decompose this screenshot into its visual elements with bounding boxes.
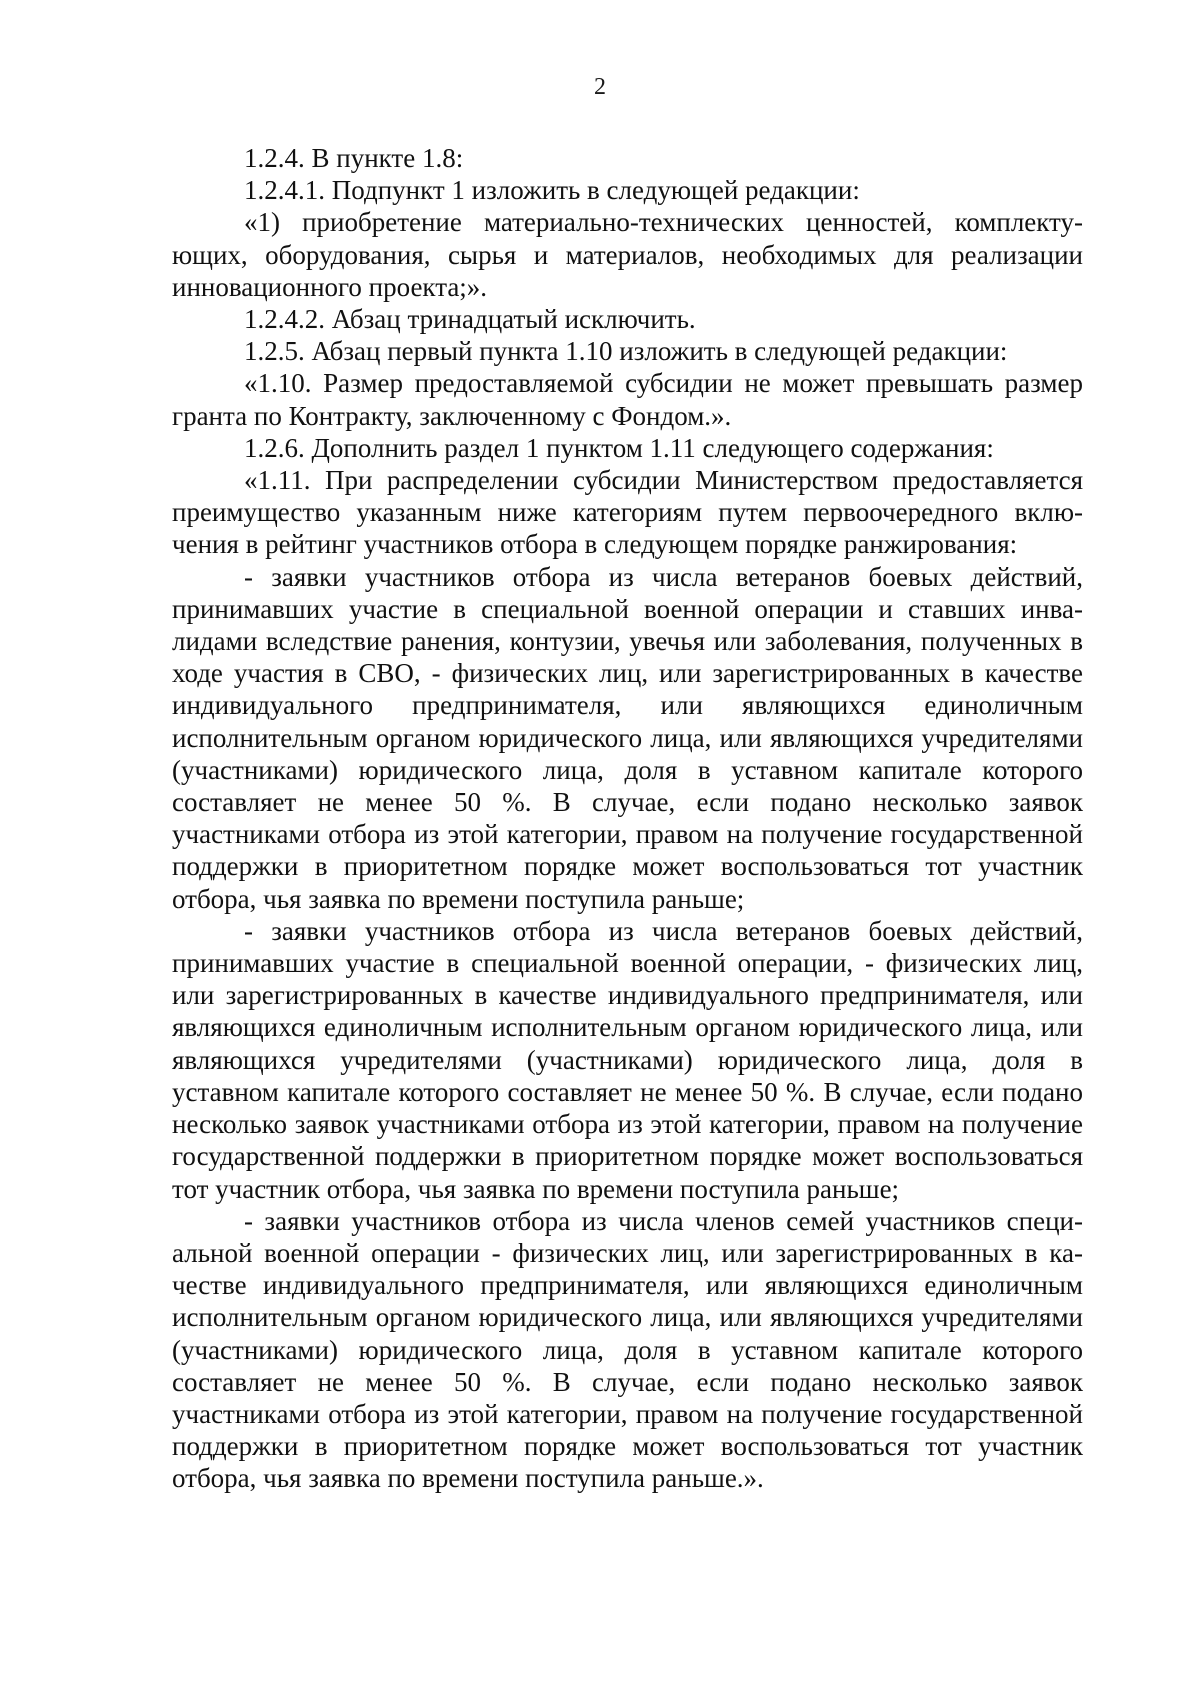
page-number: 2: [594, 74, 606, 100]
document-body: [172, 142, 1083, 1495]
paragraph-1-11-text: «1.11. При распределении субсидии Министерством предоставляется преимущество указанным ниже категориям путем первоочередного включения в рейтинг участников отбора в следующем порядке ранжирования:: [172, 465, 1083, 560]
paragraph-1-2-4: 1.2.4. В пункте 1.8:: [244, 143, 464, 173]
paragraph-1-2-4-1: 1.2.4.1. Подпункт 1 изложить в следующей редакции:: [244, 175, 860, 206]
list-item-family-members: - заявки участников отбора из числа членов семей участников специальной военной операции - физических лиц, или зарегистрированных в качестве индивидуального предпринимателя, или являющихся единоличным исполнительным органом юридического лица, или являющихся учредителями (участниками) юридического лица, доля в уставном капитале которого составляет не менее 50 %. В случае, если подано несколько заявок участниками отбора из этой категории, правом на получение государственной поддержки в приоритетном порядке может воспользоваться тот участник отбора, чья заявка по времени поступила раньше.».: [172, 1205, 1083, 1494]
list-item-veterans: - заявки участников отбора из числа ветеранов боевых действий, принимавших участие в специальной военной операции, - физических лиц, или зарегистрированных в качестве индивидуального предпринимателя, или являющихся единоличным исполнительным органом юридического лица, или являющихся учредителями (участниками) юридического лица, доля в уставном капитале которого составляет не менее 50 %. В случае, если подано несколько заявок участниками отбора из этой категории, правом на получение государственной поддержки в приоритетном порядке может воспользоваться тот участник отбора, чья заявка по времени поступила раньше;: [172, 915, 1083, 1204]
list-item-veterans-disabled: - заявки участников отбора из числа ветеранов боевых действий, принимавших участие в специальной военной операции и ставших инвалидами вследствие ранения, контузии, увечья или заболевания, полученных в ходе участия в СВО, - физических лиц, или зарегистрированных в качестве индивидуального предпринимателя, или являющихся единоличным исполнительным органом юридического лица, или являющихся учредителями (участниками) юридического лица, доля в уставном капитале которого составляет не менее 50 %. В случае, если подано несколько заявок участниками отбора из этой категории, правом на получение государственной поддержки в приоритетном порядке может воспользоваться тот участник отбора, чья заявка по времени поступила раньше;: [172, 561, 1083, 914]
paragraph-subitem-1-text: «1) приобретение материально-технических ценностей, комплектующих, оборудования, сырья и материалов, необходимых для реализации инновационного проекта;».: [172, 207, 1083, 302]
paragraph-1-2-6: 1.2.6. Дополнить раздел 1 пунктом 1.11 следующего содержания:: [244, 432, 994, 463]
paragraph-1-10-text: «1.10. Размер предоставляемой субсидии не может превышать размер гранта по Контракту, заключенному с Фондом.».: [172, 368, 1083, 431]
paragraph-1-2-4-2: 1.2.4.2. Абзац тринадцатый исключить.: [244, 304, 696, 335]
paragraph-1-2-5: 1.2.5. Абзац первый пункта 1.10 изложить в следующей редакции:: [244, 336, 1008, 367]
